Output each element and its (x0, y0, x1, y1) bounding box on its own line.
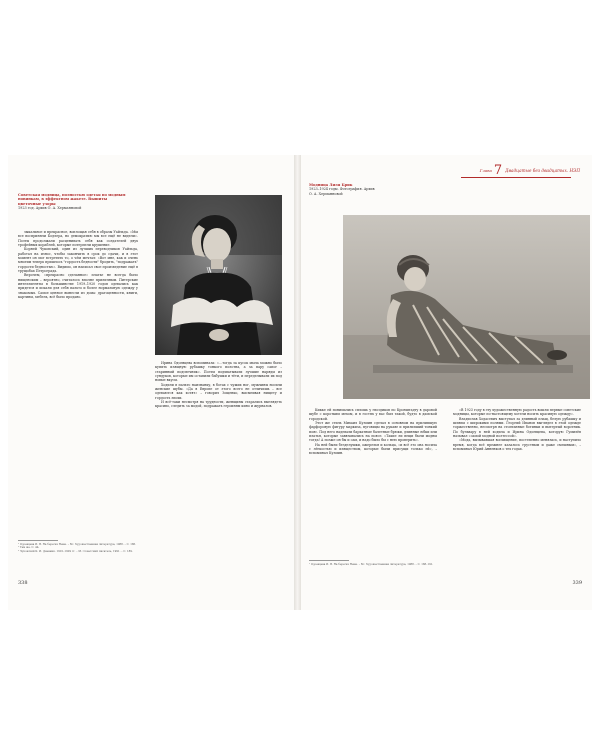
footnote: ¹ Одоевцева И. В. На берегах Невы. – М.: Художественная литература, 1988. – С. 188–191. (309, 563, 434, 566)
right-text-column-2 (453, 408, 581, 451)
left-page-number: 338 (18, 580, 28, 586)
right-caption-date: 1923–1924 годы. Фотография. Архив О. А. Херманновой (309, 187, 375, 196)
left-col1-paragraph: Корней Чуковский, один из лучших переводчиков Уайльда, работал на износ, чтобы закончить в срок до сдачи, и в этот момент он мог встретить то, о чём мечтал: «Вот мне, как и очень многим теперь пришлось "гордость бедности" бродить, "подражать" гордости бедностью». Видимо, он написал свое произведение ещё в трущобах Петрограда. (18, 247, 138, 274)
right-footnotes (309, 560, 437, 566)
chapter-header (480, 163, 580, 177)
chapter-label: Глава (479, 167, 492, 173)
left-col1-paragraph: Впрочем, «прекрасно сделанное» платье не всегда было нищенским – вероятно, считалось вполне приличным. Питерские интеллигенты в большинстве 1919–1920 годов одевались как придется и искали для себя пальто и более нормальную одежду у знакомых. Самое ценное вынесли из дома: драгоценности, книги, картины, мебель, всё было продано. (18, 273, 138, 300)
reclining-photo-image (343, 215, 590, 399)
footnote-rule (18, 540, 58, 541)
left-text-column-1 (18, 230, 138, 300)
right-page (301, 155, 592, 610)
left-page (8, 155, 294, 610)
right-col1-paragraph: На ней были безделушки, ожерелья и кольца, «и всё это она носила с лёгкостью и изяществом, которые были присущи только ей», – вспоминал Кузмин. (309, 442, 437, 456)
right-page-number: 339 (572, 580, 582, 586)
right-caption-title: Модница Лиля Брик (309, 183, 353, 187)
left-text-column-2 (155, 361, 282, 409)
left-col2-paragraph: И всё-таки несмотря на трудности, женщины старались выглядеть красиво, следить за модой, подражать героиням кино и журналов. (155, 400, 282, 409)
left-caption-date: 1923 год. Архив О. А. Херманновой (18, 206, 82, 211)
left-footnotes (18, 540, 138, 553)
right-col1-paragraph: Этот же стиль Михаил Кузмин сделал в основном на прилипшую фарфоровую фигуру маркиза, пуговицы на рукаве и прилипший тонкий пояс. Под него надевали бархатные балетные брюки, длинные юбки или платья, которые завязывались на поясе. «Такие ли вещи были модны тогда! А позже он бы и сам, и надо было бы с нею проверить». (309, 421, 437, 443)
left-photo-caption (18, 193, 128, 211)
right-col2-paragraph: «Мода, вызывавшая восхищение, постепенно менялась, и наступило время, когда всё прежнее казалось грустным и даже смешным», – вспоминал Юрий Анненков о тех годах. (453, 438, 581, 452)
chapter-title: Двадцатые без двадцатых. НЭП (505, 167, 580, 173)
book-gutter (294, 155, 301, 610)
left-col2-paragraph: Ирина Одоевцева вспоминала: «…тогда за кусок мыла можно было купить изящную рубашку тонкого полотна, а за пару сапог – старинный подсвечник». Поэты подхватывали лучшие наряды из сундуков, которые им оставили бабушки и тёти, и переделывали их под новые вкусы. (155, 361, 282, 383)
right-col1-paragraph: Кикке ей понимались сплошь у гвоздиков по Кронштадту в даровой шубе с коротким мехом, и в гостях у вас был такой, будто в дамской городской. (309, 408, 437, 421)
portrait-photo-seated-woman (155, 195, 282, 355)
footnote: ¹ Одоевцева И. В. На берегах Невы. – М.: Художественная литература, 1988. – С. 186. (18, 543, 136, 546)
right-col2-paragraph: Владислав Ходасевич выступал за длинный плащ, белую рубашку и шляпы с широкими полями. Георгий Иванов выглядел в этой одежде торжественно, несмотря на стоптанные ботинки и вытертый воротник. По бульвару в ней ходила и Ирина Одоевцева, которую Гумилёв называл «самой модной поэтессой». (453, 416, 581, 439)
left-caption-title: Советская модница, полностью одетая по модным новинкам, в эффектном жакете. Вышиты цветочные узоры (18, 193, 126, 206)
left-col2-paragraph: Ходили в пальто наизнанку, в ботах с чужих ног, мужчины носили женские шубы. «Да в Европе от этого всего не отличишь – все одеваются как хотят» – говорил Зощенко, высмеивая нищету и гордость эпохи. (155, 382, 282, 400)
right-text-column-1 (309, 408, 437, 456)
footnote: ³ Чуковский К. И. Дневник. 1901–1929 гг. – М.: Советский писатель, 1991. – С. 189. (18, 549, 133, 553)
footnote: ² Там же. С. 44. (18, 546, 40, 550)
portrait-photo-image (155, 195, 282, 355)
reclining-woman-photo (343, 215, 590, 399)
left-col1-paragraph: зыкальное и прекрасное, воплощая себя в образы Уайльда. «Мы все восприняли Бодлера, но демократию мы все ещё не видели». Поэты продолжали расценивать себя как создателей двух трофейных кораблей, которые потерпели крушение. (18, 230, 138, 248)
book-spread (0, 155, 600, 610)
footnote-rule (309, 560, 349, 561)
chapter-number: 7 (493, 162, 503, 178)
right-photo-caption (309, 183, 379, 196)
right-col2-paragraph: «В 1923 году в эту художественную радость вошли первые советские модницы, которые по-настоящему хотели носить красивую одежду». (453, 408, 581, 417)
header-rule (461, 177, 571, 178)
